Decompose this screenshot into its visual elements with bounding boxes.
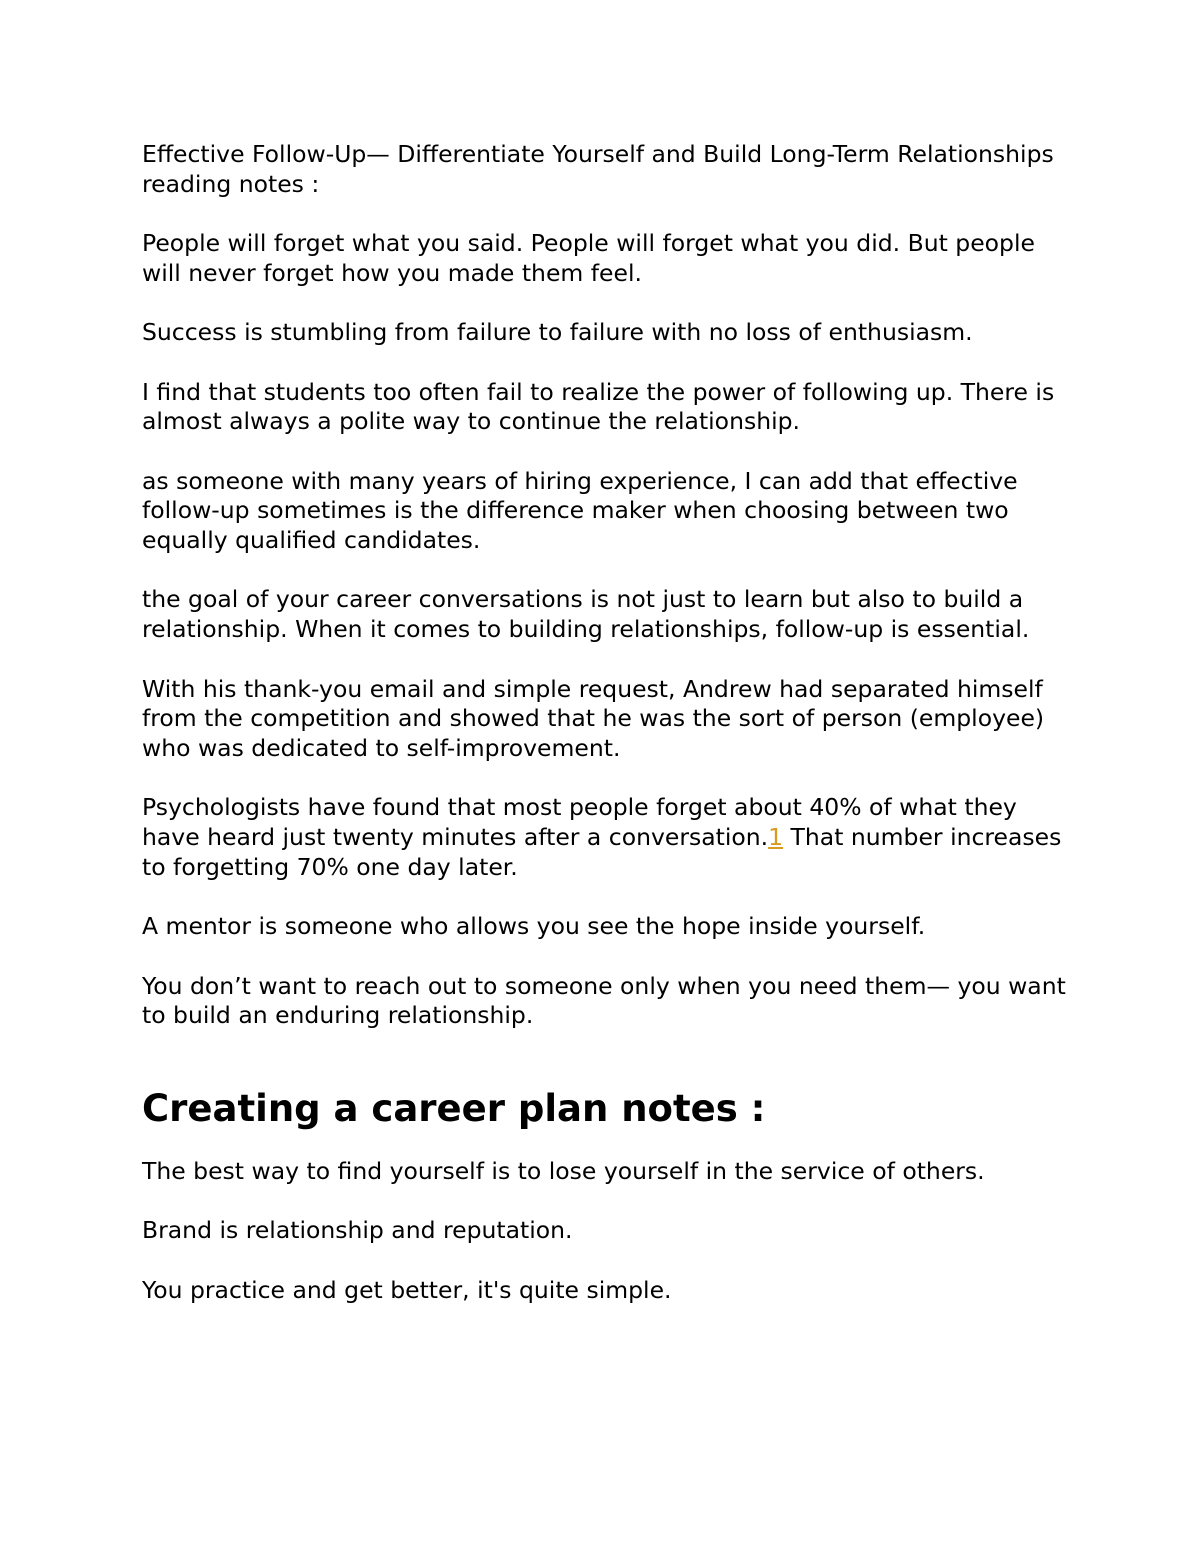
psychologists-text-after: That number increases to forgetting 70% one day later. xyxy=(142,823,1062,881)
paragraph-find-yourself: The best way to find yourself is to lose yourself in the service of others. xyxy=(142,1156,985,1185)
paragraph-andrew: With his thank-you email and simple request, Andrew had separated himself from the competition and showed that he was the sort of person (employee) who was dedicated to self-improvement. xyxy=(142,674,1045,762)
paragraph-enduring-relationship: You don’t want to reach out to someone only when you need them— you want to build an enduring relationship. xyxy=(142,971,1066,1030)
section-heading: Creating a career plan notes : xyxy=(142,1086,766,1130)
footnote-link[interactable]: 1 xyxy=(768,823,784,852)
paragraph-career-conversations: the goal of your career conversations is not just to learn but also to build a relationship. When it comes to building relationships, follow-up is essential. xyxy=(142,585,1030,644)
paragraph-quote-forget: People will forget what you said. People will forget what you did. But people will never forget how you made them feel. xyxy=(142,229,1035,287)
paragraph-practice: You practice and get better, it's quite simple. xyxy=(142,1275,672,1304)
document-content xyxy=(142,140,1072,1335)
paragraph-hiring-experience: as someone with many years of hiring experience, I can add that effective follow-up sometimes is the difference maker when choosing between two equally qualified candidates. xyxy=(142,466,1018,555)
paragraph-mentor: A mentor is someone who allows you see the hope inside yourself. xyxy=(142,912,926,941)
paragraph-quote-success: Success is stumbling from failure to failure with no loss of enthusiasm. xyxy=(142,318,973,347)
paragraph-brand: Brand is relationship and reputation. xyxy=(142,1216,573,1245)
paragraph-title: Effective Follow-Up— Differentiate Yourself and Build Long-Term Relationships reading notes : xyxy=(142,140,1054,198)
psychologists-text: Psychologists have found that most people forget about 40% of what they have heard just twenty minutes after a conversation. xyxy=(142,793,1017,852)
paragraph-following-up: I find that students too often fail to realize the power of following up. There is almost always a polite way to continue the relationship. xyxy=(142,377,1055,436)
paragraph-psychologists xyxy=(142,793,1072,882)
